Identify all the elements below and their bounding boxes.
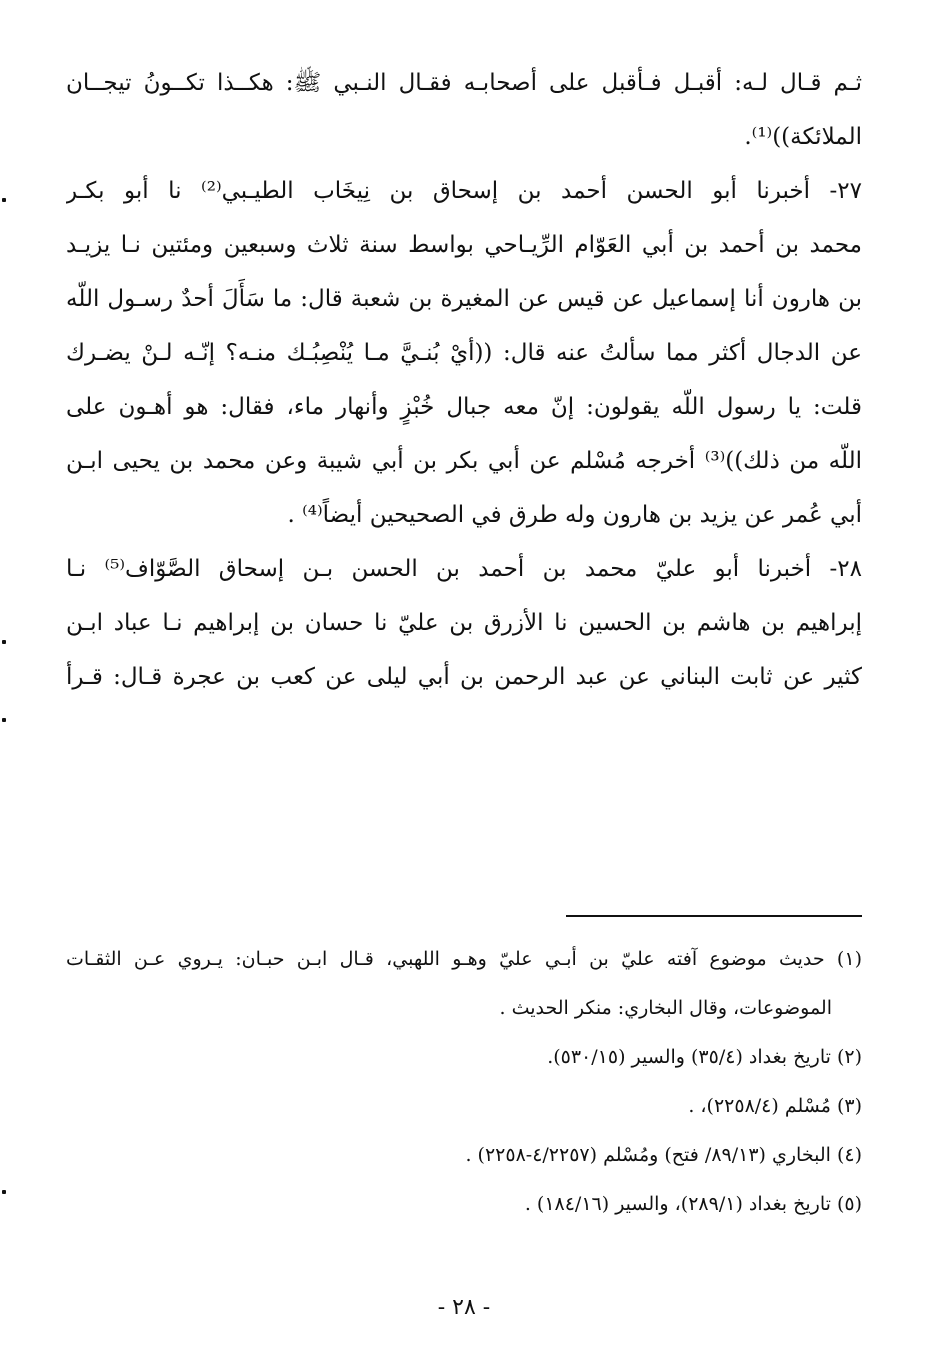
text-line: اللّه من ذلك))⁽³⁾ أخرجه مُسْلم عن أبي بكر بن أبي شيبة وعن محمد بن يحيى ابـن: [66, 448, 862, 474]
text-line: محمد بن أحمد بن أبي العَوّام الرِّيـاحي بواسط سنة ثلاث وسبعين ومئتين نـا يزيـد: [66, 232, 862, 258]
text-line: قلت: يا رسول اللّه يقولون: إنّ معه جبال خُبْزٍ وأنهار ماء، فقال: هو أهـون على: [66, 394, 862, 420]
footnote-line: (٢) تاريخ بغداد (٣٥/٤) والسير (٥٣٠/١٥).: [547, 1046, 862, 1068]
footnote-line: (١) حديث موضوع آفته عليّ بن أبـي عليّ وهـو اللهبي، قـال ابـن حبـان: يـروي عـن الثقـات: [66, 948, 862, 970]
footnote-line: الموضوعات، وقال البخاري: منكر الحديث .: [499, 997, 832, 1019]
scan-edge-mark: [2, 1190, 6, 1194]
page-number: - ٢٨ -: [437, 1295, 491, 1320]
text-line: ٢٧- أخبرنا أبو الحسن أحمد بن إسحاق بن نِيخَاب الطيـبي⁽²⁾ نا أبو بكـر: [66, 178, 862, 204]
text-line: كثير عن ثابت البناني عن عبد الرحمن بن أبي ليلى عن كعب بن عجرة قـال: قـرأ: [66, 664, 862, 690]
text-line: إبراهيم بن هاشم بن الحسين نا الأزرق بن عليّ نا حسان بن إبراهيم نـا عباد ابـن: [66, 610, 862, 636]
footnote-separator: [566, 915, 862, 917]
text-line: ثـم قـال لـه: أقبـل فـأقبل على أصحابـه فقـال النـبي ﷺ: هكــذا تكــونُ تيجــان: [66, 70, 862, 96]
footnote-line: (٣) مُسْلم (٢٢٥٨/٤)، .: [688, 1095, 862, 1117]
footnote-line: (٥) تاريخ بغداد (٢٨٩/١)، والسير (١٨٤/١٦) .: [524, 1193, 862, 1215]
footnote-line: (٤) البخاري (٨٩/١٣/ فتح) ومُسْلم (٤/٢٢٥٧-٢٢٥٨) .: [465, 1144, 862, 1166]
main-text: [66, 56, 862, 704]
scan-edge-mark: [2, 198, 6, 202]
text-line: عن الدجال أكثر مما سألتُ عنه قال: ((أيْ بُنـيَّ مـا يُنْصِبُـك منـه؟ إنّـه لـنْ يضـرك: [66, 340, 862, 366]
text-line: بن هارون أنا إسماعيل عن قيس عن المغيرة بن شعبة قال: ما سَأَلَ أحدٌ رسـول اللّه: [66, 286, 862, 312]
text-line: ٢٨- أخبرنا أبو عليّ محمد بن أحمد بن الحسن بـن إسحاق الصَّوّاف⁽⁵⁾ نـا: [66, 556, 862, 582]
footnotes: [66, 935, 862, 1229]
text-line: أبي عُمر عن يزيد بن هارون وله طرق في الصحيحين أيضاً⁽⁴⁾ .: [287, 502, 862, 528]
scan-edge-mark: [2, 640, 6, 644]
scan-edge-mark: [2, 718, 6, 722]
text-line: الملائكة))⁽¹⁾.: [744, 124, 862, 150]
